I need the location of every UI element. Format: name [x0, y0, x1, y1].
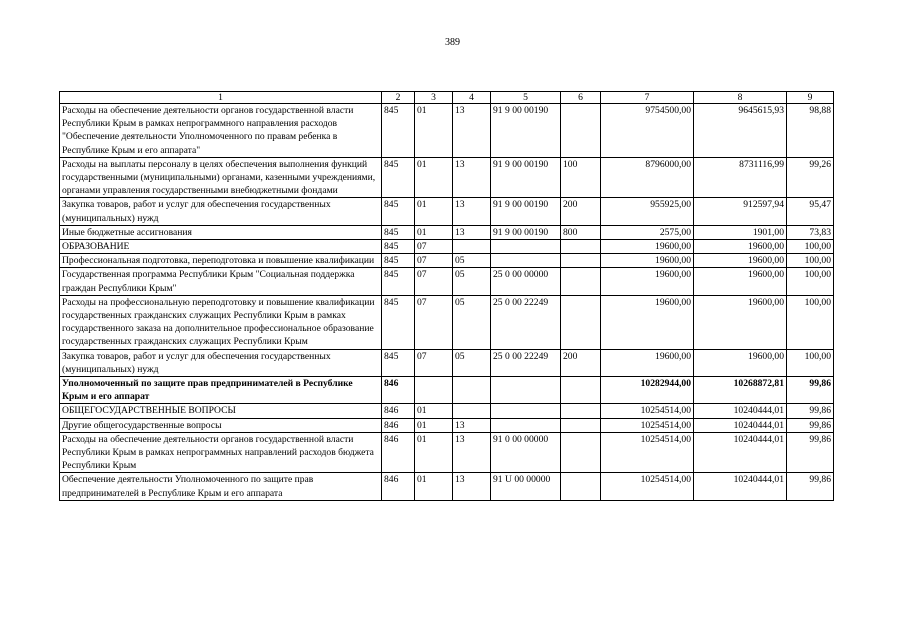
- table-row: [60, 432, 834, 473]
- target-article-cell: 91 9 00 00190: [491, 225, 561, 239]
- target-article-cell: 91 9 00 00190: [491, 157, 561, 198]
- row-name-cell: ОБЩЕГОСУДАРСТВЕННЫЕ ВОПРОСЫ: [60, 404, 382, 418]
- approved-amount-cell: 19600,00: [601, 254, 694, 268]
- execution-percent-cell: 100,00: [787, 295, 834, 349]
- section-code-cell: 01: [415, 418, 453, 432]
- expense-type-cell: [561, 240, 601, 254]
- subsection-code-cell: 13: [453, 432, 491, 473]
- execution-percent-cell: 98,88: [787, 104, 834, 158]
- table-row: [60, 418, 834, 432]
- row-name-cell: Закупка товаров, работ и услуг для обеспечения государственных (муниципальных) нужд: [60, 349, 382, 376]
- column-header: 5: [491, 92, 561, 104]
- table-row: [60, 404, 834, 418]
- row-name-cell: Расходы на выплаты персоналу в целях обеспечения выполнения функций государственными (муниципальными) органами, казенными учреждениями, органами управления государственными внебюджетными фондами: [60, 157, 382, 198]
- approved-amount-cell: 10254514,00: [601, 432, 694, 473]
- row-name-cell: Расходы на профессиональную переподготовку и повышение квалификации государственных гражданских служащих Республики Крым в рамках государственного заказа на дополнительное профессиональное образование государственных гражданских служащих Республики Крым: [60, 295, 382, 349]
- executed-amount-cell: 912597,94: [694, 198, 787, 225]
- admin-code-cell: 845: [382, 349, 415, 376]
- expense-type-cell: [561, 295, 601, 349]
- admin-code-cell: 845: [382, 157, 415, 198]
- executed-amount-cell: 10240444,01: [694, 432, 787, 473]
- admin-code-cell: 846: [382, 377, 415, 404]
- admin-code-cell: 845: [382, 104, 415, 158]
- approved-amount-cell: 2575,00: [601, 225, 694, 239]
- approved-amount-cell: 9754500,00: [601, 104, 694, 158]
- execution-percent-cell: 100,00: [787, 240, 834, 254]
- subsection-code-cell: 05: [453, 254, 491, 268]
- subsection-code-cell: 13: [453, 198, 491, 225]
- subsection-code-cell: 13: [453, 473, 491, 500]
- executed-amount-cell: 9645615,93: [694, 104, 787, 158]
- execution-percent-cell: 100,00: [787, 268, 834, 295]
- executed-amount-cell: 8731116,99: [694, 157, 787, 198]
- row-name-cell: Уполномоченный по защите прав предпринимателей в Республике Крым и его аппарат: [60, 377, 382, 404]
- execution-percent-cell: 99,86: [787, 418, 834, 432]
- section-code-cell: 01: [415, 473, 453, 500]
- section-code-cell: [415, 377, 453, 404]
- subsection-code-cell: [453, 240, 491, 254]
- target-article-cell: [491, 404, 561, 418]
- column-header: 2: [382, 92, 415, 104]
- executed-amount-cell: 19600,00: [694, 295, 787, 349]
- approved-amount-cell: 19600,00: [601, 268, 694, 295]
- expense-type-cell: [561, 418, 601, 432]
- subsection-code-cell: 13: [453, 157, 491, 198]
- expense-type-cell: 800: [561, 225, 601, 239]
- table-row: [60, 157, 834, 198]
- section-code-cell: 07: [415, 254, 453, 268]
- table-row: [60, 104, 834, 158]
- row-name-cell: ОБРАЗОВАНИЕ: [60, 240, 382, 254]
- approved-amount-cell: 10254514,00: [601, 404, 694, 418]
- admin-code-cell: 846: [382, 404, 415, 418]
- admin-code-cell: 845: [382, 225, 415, 239]
- row-name-cell: Другие общегосударственные вопросы: [60, 418, 382, 432]
- row-name-cell: Обеспечение деятельности Уполномоченного по защите прав предпринимателей в Республике Крым и его аппарата: [60, 473, 382, 500]
- column-header: 4: [453, 92, 491, 104]
- page-number: 389: [445, 37, 460, 48]
- executed-amount-cell: 19600,00: [694, 349, 787, 376]
- subsection-code-cell: 13: [453, 418, 491, 432]
- executed-amount-cell: 19600,00: [694, 240, 787, 254]
- subsection-code-cell: 13: [453, 225, 491, 239]
- admin-code-cell: 846: [382, 418, 415, 432]
- expense-type-cell: [561, 104, 601, 158]
- expense-type-cell: 100: [561, 157, 601, 198]
- execution-percent-cell: 100,00: [787, 349, 834, 376]
- admin-code-cell: 845: [382, 268, 415, 295]
- target-article-cell: 25 0 00 22249: [491, 295, 561, 349]
- table-row: [60, 198, 834, 225]
- section-code-cell: 01: [415, 225, 453, 239]
- executed-amount-cell: 10268872,81: [694, 377, 787, 404]
- table-row: [60, 377, 834, 404]
- target-article-cell: 25 0 00 00000: [491, 268, 561, 295]
- target-article-cell: 25 0 00 22249: [491, 349, 561, 376]
- approved-amount-cell: 19600,00: [601, 240, 694, 254]
- section-code-cell: 07: [415, 268, 453, 295]
- subsection-code-cell: 05: [453, 295, 491, 349]
- target-article-cell: 91 9 00 00190: [491, 104, 561, 158]
- execution-percent-cell: 99,86: [787, 404, 834, 418]
- column-header: 6: [561, 92, 601, 104]
- target-article-cell: [491, 377, 561, 404]
- expense-type-cell: [561, 473, 601, 500]
- table-row: [60, 225, 834, 239]
- section-code-cell: 07: [415, 349, 453, 376]
- expense-type-cell: [561, 432, 601, 473]
- section-code-cell: 07: [415, 240, 453, 254]
- approved-amount-cell: 955925,00: [601, 198, 694, 225]
- admin-code-cell: 846: [382, 473, 415, 500]
- executed-amount-cell: 10240444,01: [694, 473, 787, 500]
- row-name-cell: Государственная программа Республики Крым "Социальная поддержка граждан Республики Крым": [60, 268, 382, 295]
- approved-amount-cell: 19600,00: [601, 295, 694, 349]
- target-article-cell: [491, 418, 561, 432]
- subsection-code-cell: 13: [453, 104, 491, 158]
- table-body: [60, 104, 834, 501]
- table-row: [60, 295, 834, 349]
- target-article-cell: 91 U 00 00000: [491, 473, 561, 500]
- expense-type-cell: 200: [561, 349, 601, 376]
- column-header: 7: [601, 92, 694, 104]
- target-article-cell: [491, 240, 561, 254]
- column-header: 1: [60, 92, 382, 104]
- approved-amount-cell: 8796000,00: [601, 157, 694, 198]
- section-code-cell: 01: [415, 198, 453, 225]
- executed-amount-cell: 10240444,01: [694, 404, 787, 418]
- row-name-cell: Профессиональная подготовка, переподготовка и повышение квалификации: [60, 254, 382, 268]
- execution-percent-cell: 95,47: [787, 198, 834, 225]
- column-header: 8: [694, 92, 787, 104]
- row-name-cell: Иные бюджетные ассигнования: [60, 225, 382, 239]
- executed-amount-cell: 1901,00: [694, 225, 787, 239]
- admin-code-cell: 846: [382, 432, 415, 473]
- column-header: 9: [787, 92, 834, 104]
- expense-type-cell: [561, 268, 601, 295]
- table-row: [60, 473, 834, 500]
- admin-code-cell: 845: [382, 295, 415, 349]
- row-name-cell: Расходы на обеспечение деятельности органов государственной власти Республики Крым в рамках непрограммного направления расходов "Обеспечение деятельности Уполномоченного по правам ребенка в Республике Крым и его аппарата": [60, 104, 382, 158]
- expense-type-cell: [561, 404, 601, 418]
- row-name-cell: Закупка товаров, работ и услуг для обеспечения государственных (муниципальных) нужд: [60, 198, 382, 225]
- subsection-code-cell: [453, 404, 491, 418]
- executed-amount-cell: 19600,00: [694, 268, 787, 295]
- table-row: [60, 254, 834, 268]
- executed-amount-cell: 10240444,01: [694, 418, 787, 432]
- target-article-cell: 91 0 00 00000: [491, 432, 561, 473]
- approved-amount-cell: 10254514,00: [601, 473, 694, 500]
- approved-amount-cell: 10254514,00: [601, 418, 694, 432]
- table-row: [60, 240, 834, 254]
- subsection-code-cell: 05: [453, 268, 491, 295]
- target-article-cell: 91 9 00 00190: [491, 198, 561, 225]
- execution-percent-cell: 99,86: [787, 377, 834, 404]
- execution-percent-cell: 99,86: [787, 473, 834, 500]
- expense-type-cell: [561, 254, 601, 268]
- expense-type-cell: [561, 377, 601, 404]
- row-name-cell: Расходы на обеспечение деятельности органов государственной власти Республики Крым в рамках непрограммных направлений расходов бюджета Республики Крым: [60, 432, 382, 473]
- admin-code-cell: 845: [382, 198, 415, 225]
- table-header-row: [60, 92, 834, 104]
- subsection-code-cell: [453, 377, 491, 404]
- subsection-code-cell: 05: [453, 349, 491, 376]
- table-row: [60, 268, 834, 295]
- budget-table: [59, 91, 834, 501]
- section-code-cell: 01: [415, 104, 453, 158]
- admin-code-cell: 845: [382, 254, 415, 268]
- approved-amount-cell: 19600,00: [601, 349, 694, 376]
- section-code-cell: 01: [415, 157, 453, 198]
- expense-type-cell: 200: [561, 198, 601, 225]
- target-article-cell: [491, 254, 561, 268]
- execution-percent-cell: 99,86: [787, 432, 834, 473]
- executed-amount-cell: 19600,00: [694, 254, 787, 268]
- table-row: [60, 349, 834, 376]
- execution-percent-cell: 99,26: [787, 157, 834, 198]
- execution-percent-cell: 100,00: [787, 254, 834, 268]
- section-code-cell: 01: [415, 404, 453, 418]
- section-code-cell: 07: [415, 295, 453, 349]
- approved-amount-cell: 10282944,00: [601, 377, 694, 404]
- section-code-cell: 01: [415, 432, 453, 473]
- execution-percent-cell: 73,83: [787, 225, 834, 239]
- admin-code-cell: 845: [382, 240, 415, 254]
- column-header: 3: [415, 92, 453, 104]
